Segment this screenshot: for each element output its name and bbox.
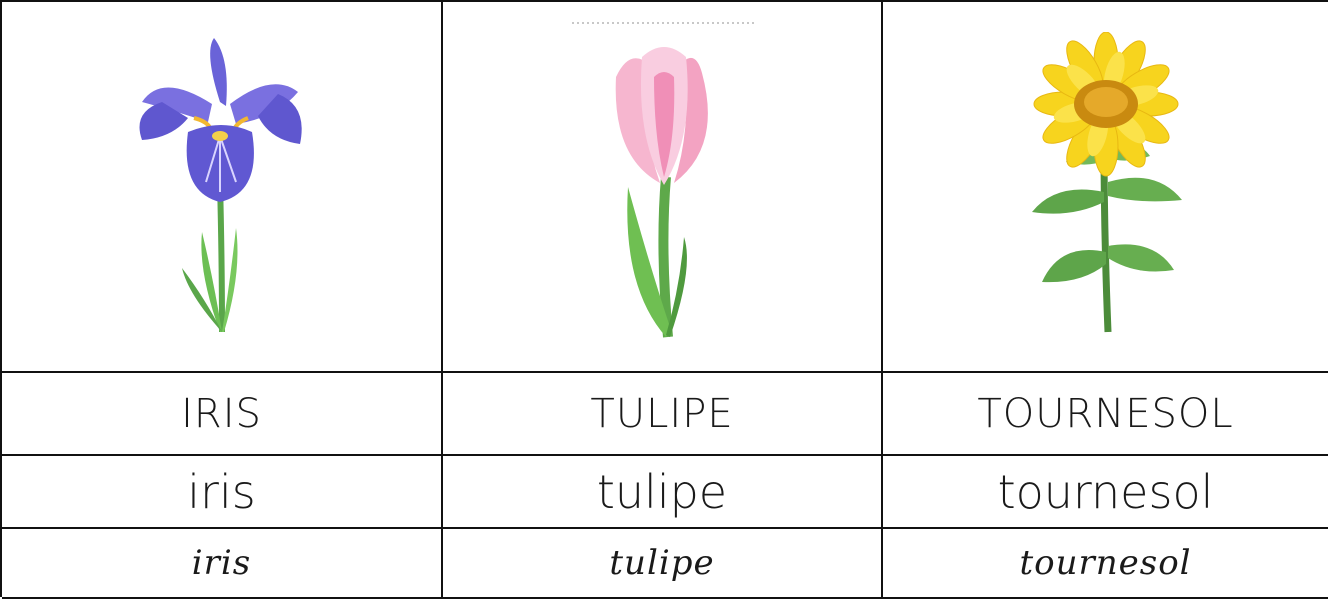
image-cell-iris <box>2 2 443 373</box>
label-cell-cursive <box>2 529 443 599</box>
word-uppercase: TOURNESOL <box>977 390 1234 437</box>
label-cell-cursive <box>883 529 1328 599</box>
label-cell-uppercase <box>883 373 1328 456</box>
image-cell-sunflower <box>883 2 1328 373</box>
label-cell-uppercase <box>443 373 883 456</box>
label-cell-uppercase <box>2 373 443 456</box>
word-cursive: iris <box>191 543 252 583</box>
word-cursive: tournesol <box>1019 543 1192 583</box>
word-uppercase: TULIPE <box>590 390 734 437</box>
label-cell-lowercase <box>443 456 883 529</box>
word-lowercase: iris <box>187 464 256 519</box>
image-cell-tulip <box>443 2 883 373</box>
label-cell-lowercase <box>2 456 443 529</box>
sunflower-icon <box>986 32 1226 342</box>
iris-flower-icon <box>102 32 342 342</box>
word-uppercase: IRIS <box>181 390 262 437</box>
label-cell-cursive <box>443 529 883 599</box>
word-lowercase: tulipe <box>596 464 728 519</box>
word-lowercase: tournesol <box>997 464 1214 519</box>
tulip-flower-icon <box>542 17 782 357</box>
label-cell-lowercase <box>883 456 1328 529</box>
word-cursive: tulipe <box>609 543 715 583</box>
